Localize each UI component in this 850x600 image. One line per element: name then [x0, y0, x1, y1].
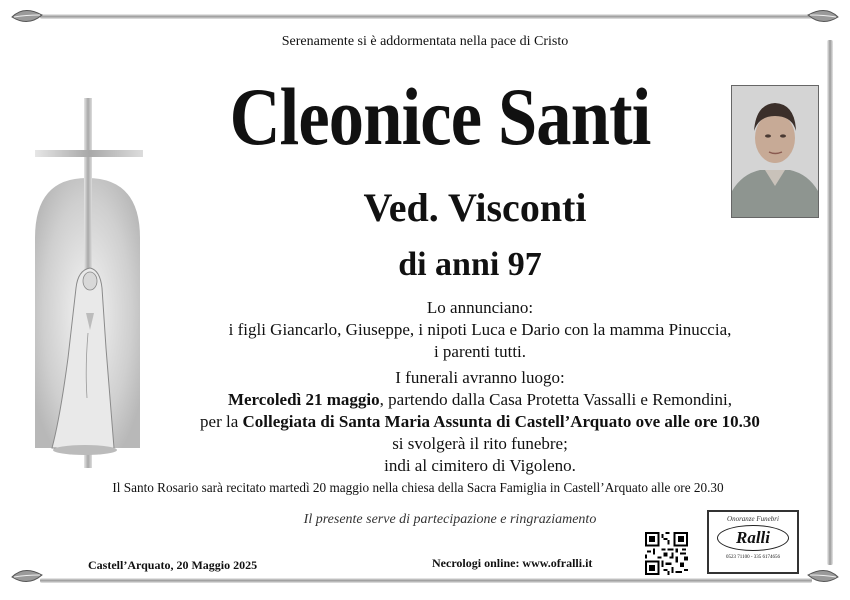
funeral-church-line — [150, 411, 810, 433]
online-obituaries-link[interactable]: Necrologi online: www.ofralli.it — [432, 556, 593, 570]
leaf-ornament-icon — [806, 567, 840, 587]
frame-top-border — [40, 14, 812, 19]
frame-right-border — [827, 40, 833, 565]
frame-bottom-border — [40, 578, 812, 583]
leaf-ornament-icon — [10, 7, 44, 27]
religious-artwork — [30, 98, 145, 473]
age-line: di anni 97 — [398, 246, 542, 283]
funeral-church: Collegiata di Santa Maria Assunta di Castell’Arquato ove alle ore 10.30 — [242, 412, 760, 431]
announcement-family-line: i figli Giancarlo, Giuseppe, i nipoti Luca e Dario con la mamma Pinuccia, — [228, 320, 732, 339]
place-and-date: Castell’Arquato, 20 Maggio 2025 — [88, 558, 258, 572]
funeral-departure: , partendo dalla Casa Protetta Vassalli e Remondini, — [379, 390, 733, 409]
funeral-cemetery-line: indi al cimitero di Vigoleno. — [384, 456, 576, 475]
qr-code-icon[interactable] — [645, 532, 688, 575]
leaf-ornament-icon — [806, 7, 840, 27]
thanks-line: Il presente serve di partecipazione e ringraziamento — [303, 512, 597, 527]
logo-tagline: Onoranze Funebri — [727, 515, 779, 523]
funeral-date: Mercoledì 21 maggio — [227, 390, 380, 409]
funeral-date-line — [150, 389, 810, 411]
opening-line: Serenamente si è addormentata nella pace di Cristo — [281, 34, 569, 49]
leaf-ornament-icon — [10, 567, 44, 587]
widow-of-line: Ved. Visconti — [363, 185, 587, 230]
funeral-title: I funerali avranno luogo: — [395, 368, 565, 387]
deceased-portrait-photo — [731, 85, 819, 218]
portrait-image — [732, 86, 818, 217]
logo-brand: Ralli — [717, 525, 789, 551]
deceased-name: Cleonice Santi — [229, 71, 651, 162]
announcement-title: Lo annunciano: — [426, 298, 534, 317]
funeral-rite-line: si svolgerà il rito funebre; — [392, 434, 568, 453]
announcement-relatives-line: i parenti tutti. — [433, 342, 527, 361]
funeral-church-prefix: per la — [200, 412, 243, 431]
logo-phones: 0523 71100 - 335 6174656 — [726, 555, 780, 560]
funeral-home-logo — [707, 510, 799, 574]
rosary-notice: Il Santo Rosario sarà recitato martedì 20 maggio nella chiesa della Sacra Famiglia in Castell’Arquato alle ore 20.30 — [112, 481, 724, 496]
